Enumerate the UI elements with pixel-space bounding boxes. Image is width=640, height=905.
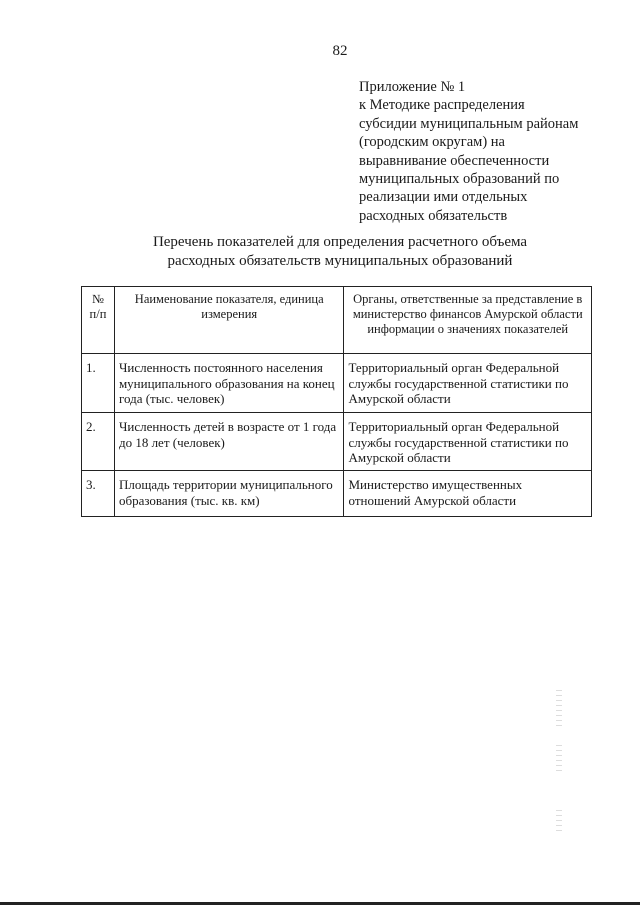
appendix-line: муниципальных образований по (359, 171, 560, 188)
row-responsible-org: Министерство имущественных отношений Амурской области (344, 471, 592, 517)
scan-artifact (556, 745, 562, 775)
indicators-table (81, 286, 592, 517)
row-number: 2. (82, 413, 115, 471)
header-indicator-name: Наименование показателя, единица измерения (114, 287, 344, 354)
row-number: 1. (82, 354, 115, 413)
row-indicator-name: Численность постоянного населения муниципального образования на конец года (тыс. человек) (114, 354, 344, 413)
header-number: № п/п (82, 287, 115, 354)
row-indicator-name: Численность детей в возрасте от 1 года до 18 лет (человек) (114, 413, 344, 471)
table-header-row (82, 287, 592, 354)
appendix-line: к Методике распределения (359, 97, 525, 114)
title-line-1: Перечень показателей для определения расчетного объема (152, 234, 528, 250)
header-responsible-org: Органы, ответственные за представление в министерство финансов Амурской области информации о значениях показателей (344, 287, 592, 354)
row-indicator-name: Площадь территории муниципального образования (тыс. кв. км) (114, 471, 344, 517)
page-number: 82 (332, 43, 348, 59)
appendix-line: Приложение № 1 (359, 79, 466, 95)
title-line-2: расходных обязательств муниципальных образований (167, 253, 513, 269)
appendix-line: реализации ими отдельных (359, 189, 528, 206)
appendix-block (359, 78, 609, 225)
document-title (0, 233, 640, 271)
appendix-line: выравнивание обеспеченности (359, 152, 550, 169)
table-row (82, 354, 592, 413)
table-row (82, 413, 592, 471)
appendix-line: расходных обязательств (359, 207, 508, 224)
scan-artifact (556, 690, 562, 730)
row-responsible-org: Территориальный орган Федеральной службы государственной статистики по Амурской области (344, 413, 592, 471)
scan-artifact (556, 810, 562, 835)
row-responsible-org: Территориальный орган Федеральной службы государственной статистики по Амурской области (344, 354, 592, 413)
appendix-line: субсидии муниципальным районам (359, 115, 579, 132)
appendix-line: (городским округам) на (359, 134, 505, 151)
table-row (82, 471, 592, 517)
row-number: 3. (82, 471, 115, 517)
